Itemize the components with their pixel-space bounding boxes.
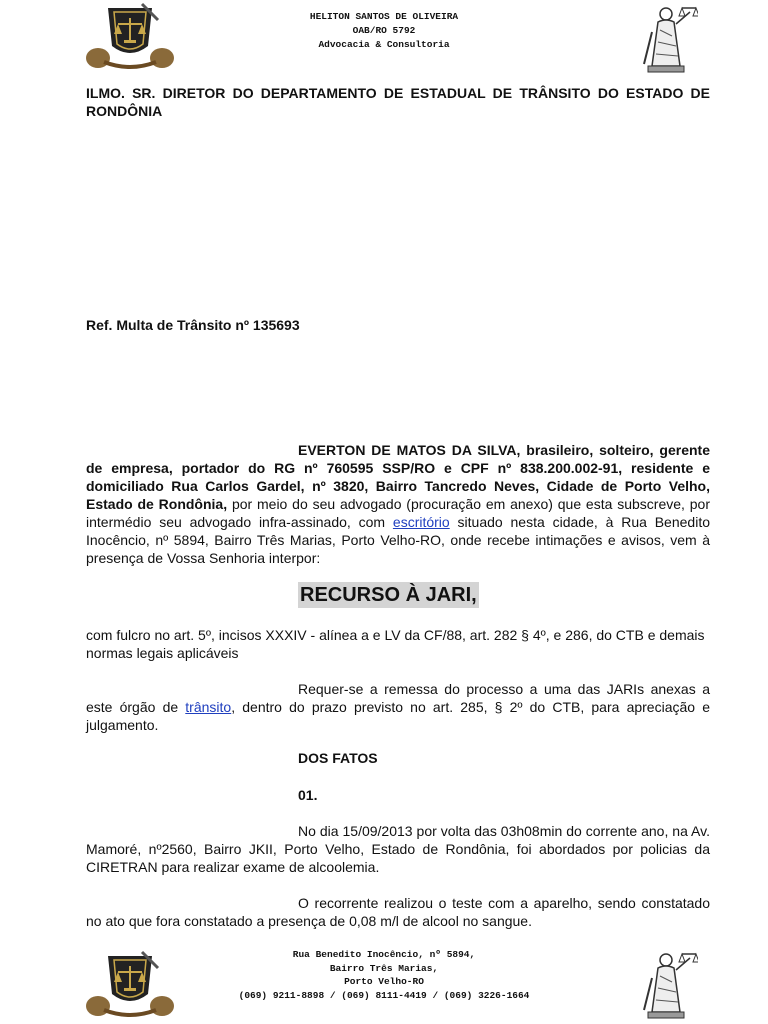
item-number: 01.	[298, 787, 318, 803]
escritorio-link[interactable]: escritório	[392, 514, 450, 530]
fine-reference: Ref. Multa de Trânsito nº 135693	[86, 317, 300, 333]
facts-heading: DOS FATOS	[298, 750, 378, 766]
footer-street: Rua Benedito Inocêncio, nº 5894,	[292, 949, 476, 960]
law-firm-emblem-icon-footer	[84, 950, 176, 1018]
lady-justice-icon-footer	[636, 948, 698, 1020]
oab-number: OAB/RO 5792	[352, 25, 416, 36]
footer-address	[220, 948, 548, 1002]
footer-phones: (069) 9211-8898 / (069) 8111-4419 / (069) 3226-1664	[238, 989, 530, 1001]
law-firm-emblem-icon	[84, 2, 176, 70]
firm-tagline: Advocacia & Consultoria	[318, 39, 450, 50]
footer-city: Porto Velho-RO	[344, 976, 424, 987]
appeal-title: RECURSO À JARI,	[300, 584, 477, 606]
request-text-1: Requer-se a remessa do processo a uma das JARIs anexas a este órgão de	[86, 681, 710, 715]
qualification-text-2: situado nesta cidade, à Rua Benedito Inocêncio, nº 5894, Bairro Três Marias, Porto Velho-RO, onde recebe intimações e avisos, vem à presença de Vossa Senhoria interpor:	[86, 514, 710, 566]
request-paragraph	[86, 680, 710, 734]
qualification-text-1: por meio do seu advogado (procuração em anexo) que esta subscreve, por intermédio seu advogado infra-assinado, com	[86, 496, 710, 530]
request-text-2: , dentro do prazo previsto no art. 285, § 2º do CTB, para apreciação e julgamento.	[86, 699, 710, 733]
party-qualification	[86, 441, 710, 567]
party-details: EVERTON DE MATOS DA SILVA, brasileiro, solteiro, gerente de empresa, portador do RG nº 760595 SSP/RO e CPF nº 838.200.002-91, residente e domiciliado Rua Carlos Gardel, nº 3820, Bairro Tancredo Neves, Cidade de Porto Velho, Estado de Rondônia,	[86, 442, 710, 512]
fact-2-text: O recorrente realizou o teste com a aparelho, sendo constatado no ato que fora constatado a presença de 0,08 m/l de alcool no sangue.	[86, 895, 710, 929]
footer-neighborhood: Bairro Três Marias,	[329, 962, 439, 974]
transito-link[interactable]: trânsito	[185, 699, 232, 715]
lady-justice-icon	[636, 2, 698, 74]
legal-basis: com fulcro no art. 5º, incisos XXXIV - alínea a e LV da CF/88, art. 282 § 4º, e 286, do CTB e demais normas legais aplicáveis	[86, 627, 705, 661]
fact-paragraph-1	[86, 822, 710, 876]
addressee: ILMO. SR. DIRETOR DO DEPARTAMENTO DE ESTADUAL DE TRÂNSITO DO ESTADO DE RONDÔNIA	[86, 85, 710, 119]
letterhead	[240, 10, 528, 52]
fact-paragraph-2	[86, 894, 710, 930]
lawyer-name: HELITON SANTOS DE OLIVEIRA	[309, 11, 459, 22]
fact-1-text: No dia 15/09/2013 por volta das 03h08min do corrente ano, na Av. Mamoré, nº2560, Bairro JKII, Porto Velho, Estado de Rondônia, foi abordados por policias da CIRETRAN para realizar exame de alcoolemia.	[86, 823, 710, 875]
